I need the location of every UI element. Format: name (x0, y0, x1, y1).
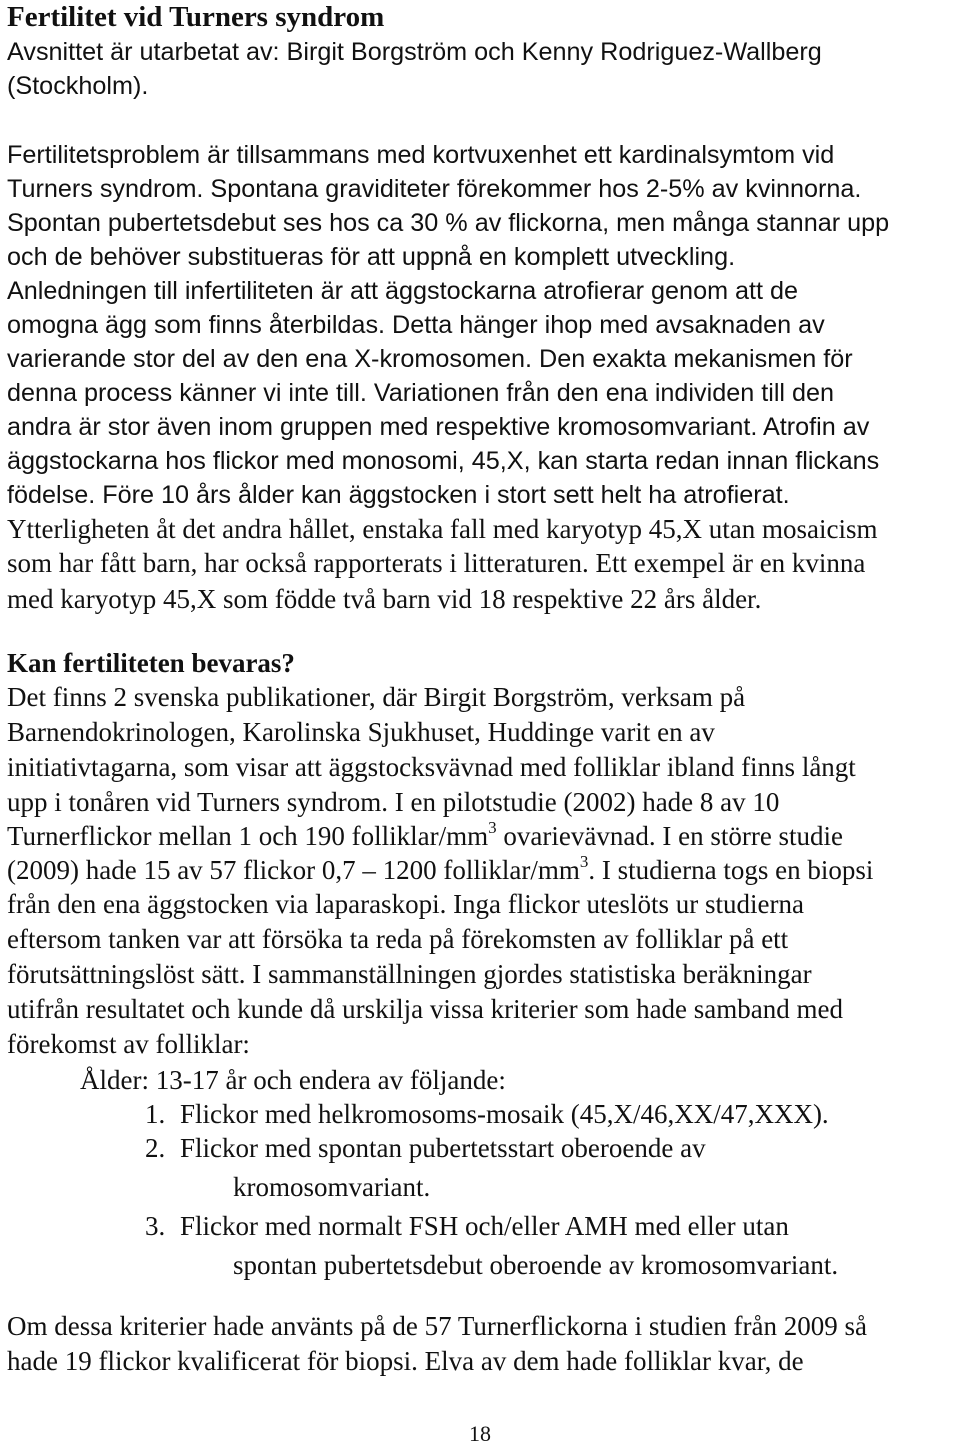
paragraph-line: äggstockarna hos flickor med monosomi, 45,X, kan starta redan innan flickans (7, 447, 880, 475)
paragraph-line: Ytterligheten åt det andra hållet, enstaka fall med karyotyp 45,X utan mosaicism (7, 514, 878, 544)
paragraph-line: förutsättningslöst sätt. I sammanställningen gjordes statistiska beräkningar (7, 959, 812, 989)
paragraph-line: initiativtagarna, som visar att äggstocksvävnad med folliklar ibland finns långt (7, 752, 856, 782)
paragraph-line: Anledningen till infertiliteten är att äggstockarna atrofierar genom att de (7, 277, 799, 305)
paragraph-line (7, 853, 873, 887)
document-title: Fertilitet vid Turners syndrom (7, 1, 385, 33)
list-item: Flickor med normalt FSH och/eller AMH med eller utan (180, 1211, 789, 1241)
paragraph-line: varierande stor del av den ena X-kromosomen. Den exakta mekanismen för (7, 345, 853, 373)
paragraph-line: Fertilitetsproblem är tillsammans med kortvuxenhet ett kardinalsymtom vid (7, 141, 835, 169)
list-item-continuation: kromosomvariant. (233, 1172, 431, 1202)
list-number: 2. (145, 1133, 166, 1163)
author-line: (Stockholm). (7, 72, 149, 100)
paragraph-line: denna process känner vi inte till. Variationen från den ena individen till den (7, 379, 835, 407)
paragraph-line: från den ena äggstocken via laparaskopi. Inga flickor uteslöts ur studierna (7, 889, 804, 919)
paragraph-line (7, 819, 843, 853)
section-heading: Kan fertiliteten bevaras? (7, 648, 295, 678)
paragraph-line: förekomst av folliklar: (7, 1029, 250, 1059)
paragraph-line: utifrån resultatet och kunde då urskilja vissa kriterier som hade samband med (7, 994, 843, 1024)
paragraph-line: Det finns 2 svenska publikationer, där Birgit Borgström, verksam på (7, 682, 746, 712)
author-line: Avsnittet är utarbetat av: Birgit Borgström och Kenny Rodriguez-Wallberg (7, 38, 822, 66)
list-item: Flickor med spontan pubertetsstart oberoende av (180, 1133, 706, 1163)
paragraph-line: eftersom tanken var att försöka ta reda på förekomsten av folliklar på ett (7, 924, 789, 954)
criteria-intro: Ålder: 13-17 år och endera av följande: (80, 1065, 506, 1095)
paragraph-line: omogna ägg som finns återbildas. Detta hänger ihop med avsaknaden av (7, 311, 825, 339)
paragraph-line: födelse. Före 10 års ålder kan äggstocken i stort sett helt ha atrofierat. (7, 481, 790, 509)
superscript: 3 (488, 818, 497, 837)
paragraph-line: som har fått barn, har också rapporterats i litteraturen. Ett exempel är en kvinna (7, 548, 866, 578)
text-span: Turnerflickor mellan 1 och 190 folliklar/mm (7, 821, 489, 851)
paragraph-line: Turners syndrom. Spontana graviditeter förekommer hos 2-5% av kvinnorna. (7, 175, 862, 203)
page-number: 18 (469, 1421, 491, 1446)
text-span: ovarievävnad. I en större studie (496, 821, 844, 851)
text-span: (2009) hade 15 av 57 flickor 0,7 – 1200 folliklar/mm (7, 855, 580, 885)
paragraph-line: Om dessa kriterier hade använts på de 57 Turnerflickorna i studien från 2009 så (7, 1311, 868, 1341)
paragraph-line: Barnendokrinologen, Karolinska Sjukhuset, Huddinge varit en av (7, 717, 715, 747)
list-number: 3. (145, 1211, 166, 1241)
paragraph-line: andra är stor även inom gruppen med respektive kromosomvariant. Atrofin av (7, 413, 870, 441)
paragraph-line: Spontan pubertetsdebut ses hos ca 30 % av flickorna, men många stannar upp (7, 209, 890, 237)
list-item-continuation: spontan pubertetsdebut oberoende av kromosomvariant. (233, 1250, 839, 1280)
paragraph-line: och de behöver substitueras för att uppnå en komplett utveckling. (7, 243, 736, 271)
list-number: 1. (145, 1099, 166, 1129)
list-item: Flickor med helkromosoms-mosaik (45,X/46,XX/47,XXX). (180, 1099, 829, 1129)
paragraph-line: upp i tonåren vid Turners syndrom. I en pilotstudie (2002) hade 8 av 10 (7, 787, 780, 817)
paragraph-line: hade 19 flickor kvalificerat för biopsi. Elva av dem hade folliklar kvar, de (7, 1346, 804, 1376)
text-span: . I studierna togs en biopsi (588, 855, 874, 885)
superscript: 3 (579, 852, 589, 871)
paragraph-line: med karyotyp 45,X som födde två barn vid 18 respektive 22 års ålder. (7, 584, 762, 614)
